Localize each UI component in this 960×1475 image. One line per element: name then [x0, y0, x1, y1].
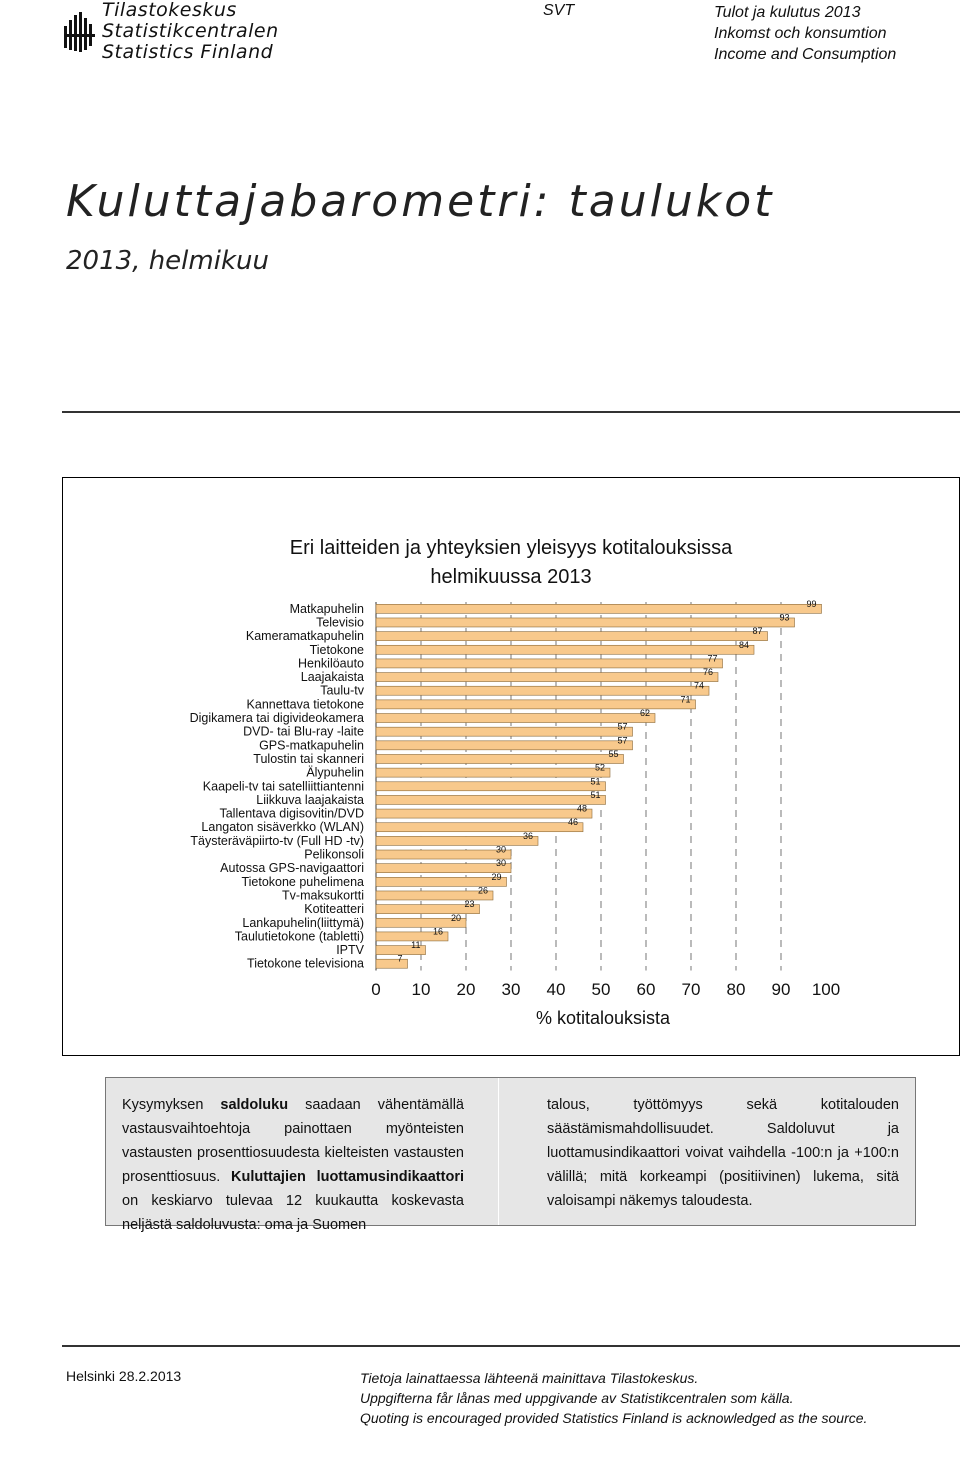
x-tick-label: 100 [811, 980, 841, 999]
category-label: Tallentava digisovitin/DVD [219, 806, 364, 821]
pub-line-2: Inkomst och konsumtion [714, 25, 887, 42]
category-label: Liikkuva laajakaista [256, 792, 364, 807]
bar [376, 782, 606, 791]
info-text: on keskiarvo tulevaa 12 kuukautta koskevasta neljästä saldoluvusta: oma ja Suomen [122, 1193, 464, 1233]
bar-value-label: 62 [639, 708, 650, 719]
bar-value-label: 26 [477, 885, 488, 896]
bar [376, 714, 655, 723]
bar-value-label: 51 [590, 776, 601, 787]
x-tick-label: 90 [771, 980, 791, 999]
x-tick-label: 10 [411, 980, 431, 999]
bar [376, 673, 718, 682]
bar-value-label: 30 [495, 844, 506, 855]
page-title: Kuluttajabarometri: taulukot [66, 176, 775, 227]
bar [376, 659, 723, 668]
category-label: Henkilöauto [297, 656, 364, 671]
bar-value-label: 46 [567, 817, 578, 828]
x-tick-label: 80 [726, 980, 746, 999]
bar [376, 768, 610, 777]
info-box [105, 1077, 916, 1233]
pub-line-1: Tulot ja kulutus 2013 [714, 4, 861, 21]
bar [376, 795, 606, 804]
bar [376, 727, 633, 736]
bar-value-label: 29 [491, 871, 502, 882]
bar-value-label: 16 [432, 926, 443, 937]
bar-value-label: 93 [779, 612, 790, 623]
category-label: Pelikonsoli [304, 847, 364, 862]
bar [376, 604, 822, 613]
bar [376, 850, 511, 859]
bar-value-label: 52 [594, 762, 605, 773]
category-label: Kaapeli-tv tai satelliittiantenni [202, 779, 364, 794]
x-tick-label: 50 [591, 980, 611, 999]
bar-value-label: 7 [397, 953, 403, 964]
info-bold-term: Kuluttajien luottamusindikaattori [231, 1169, 464, 1185]
category-label: Kotiteatteri [304, 902, 364, 917]
bar [376, 686, 709, 695]
logo-line-3: Statistics Finland [102, 41, 274, 63]
bar-value-label: 84 [738, 639, 749, 650]
bar [376, 632, 768, 641]
bar-value-label: 87 [752, 626, 763, 637]
bar-value-label: 77 [707, 653, 718, 664]
footer-note-2: Uppgifterna får lånas med uppgivande av Statistikcentralen som källa. [360, 1390, 794, 1406]
category-label: Taulu-tv [320, 683, 364, 698]
pub-line-3: Income and Consumption [714, 46, 897, 63]
bar-value-label: 30 [495, 858, 506, 869]
bar-value-label: 20 [450, 912, 461, 923]
x-tick-label: 70 [681, 980, 701, 999]
bar [376, 645, 754, 654]
bar-value-label: 57 [617, 721, 628, 732]
category-label: Matkapuhelin [289, 601, 364, 616]
chart-frame [62, 477, 960, 1056]
chart-title-line: Eri laitteiden ja yhteyksien yleisyys kotitalouksissa [289, 537, 733, 559]
bar [376, 836, 538, 845]
bar-value-label: 55 [608, 748, 619, 759]
category-label: IPTV [336, 943, 364, 958]
category-label: Lankapuhelin(liittymä) [242, 915, 364, 930]
bar-value-label: 11 [411, 940, 421, 951]
title-divider [62, 411, 960, 413]
logo [64, 0, 284, 64]
info-column-right: talous, työttömyys sekä kotitalouden säästämismahdollisuudet. Saldoluvut ja luottamusindikaattori voivat vaihdella -100:n ja +100:n välillä; mitä korkeampi (positiivinen) lukema, sitä valoisampi näkemys taloudesta. [547, 1097, 899, 1209]
footer-divider [62, 1345, 960, 1347]
x-tick-label: 40 [546, 980, 566, 999]
category-label: Täysteräväpiirto-tv (Full HD -tv) [190, 833, 364, 848]
bar-value-label: 48 [576, 803, 587, 814]
info-text: saadaan vähentämällä vastausvaihtoehtoja painottaen myönteisten vastausten prosenttiosuudesta kielteisten vastausten prosenttiosuus. [122, 1097, 464, 1185]
category-label: Tietokone televisiona [247, 956, 364, 971]
category-label: Langaton sisäverkko (WLAN) [201, 820, 364, 835]
category-label: Tietokone [309, 642, 364, 657]
category-label: Tulostin tai skanneri [253, 751, 364, 766]
x-tick-label: 0 [371, 980, 381, 999]
bar [376, 618, 795, 627]
info-column-divider [498, 1078, 499, 1225]
bar-value-label: 99 [806, 598, 817, 609]
device-prevalence-chart [63, 478, 959, 1055]
bar-value-label: 36 [522, 830, 533, 841]
category-label: Kameramatkapuhelin [245, 629, 364, 644]
bar [376, 741, 633, 750]
category-label: GPS-matkapuhelin [259, 738, 364, 753]
series-label: SVT [543, 2, 575, 19]
category-label: Autossa GPS-navigaattori [220, 861, 364, 876]
logo-mark-icon [64, 12, 96, 56]
category-label: Tietokone puhelimena [241, 874, 364, 889]
footer-note-1: Tietoja lainattaessa lähteenä mainittava Tilastokeskus. [360, 1370, 699, 1386]
category-label: Taulutietokone (tabletti) [234, 929, 364, 944]
category-label: Laajakaista [300, 670, 364, 685]
category-label: DVD- tai Blu-ray -laite [243, 724, 364, 739]
bar [376, 891, 493, 900]
x-tick-label: 30 [501, 980, 521, 999]
x-tick-label: 20 [456, 980, 476, 999]
bar-value-label: 51 [590, 789, 601, 800]
footer-place-date: Helsinki 28.2.2013 [66, 1368, 182, 1384]
bar [376, 959, 408, 968]
publication-info [714, 2, 896, 65]
category-label: Digikamera tai digivideokamera [189, 711, 364, 726]
x-tick-label: 60 [636, 980, 656, 999]
bar [376, 823, 583, 832]
bar [376, 809, 592, 818]
category-label: Kannettava tietokone [246, 697, 364, 712]
info-column-left [122, 1093, 464, 1237]
bar-value-label: 71 [680, 694, 691, 705]
footer-notes [360, 1368, 867, 1428]
footer-note-3: Quoting is encouraged provided Statistics Finland is acknowledged as the source. [360, 1410, 868, 1426]
bar-value-label: 23 [464, 899, 475, 910]
bar [376, 754, 624, 763]
bar-value-label: 76 [702, 667, 713, 678]
logo-line-2: Statistikcentralen [102, 20, 279, 42]
bar-value-label: 74 [693, 680, 704, 691]
category-label: Tv-maksukortti [282, 888, 364, 903]
page-subtitle: 2013, helmikuu [66, 246, 269, 276]
chart-title-line: helmikuussa 2013 [430, 566, 592, 588]
category-label: Televisio [316, 615, 364, 630]
info-bold-term: saldoluku [220, 1097, 289, 1113]
info-text: Kysymyksen [122, 1097, 221, 1113]
category-label: Älypuhelin [306, 765, 364, 780]
x-axis-label: % kotitalouksista [535, 1008, 671, 1028]
bar-value-label: 57 [617, 735, 628, 746]
logo-line-1: Tilastokeskus [102, 0, 237, 21]
